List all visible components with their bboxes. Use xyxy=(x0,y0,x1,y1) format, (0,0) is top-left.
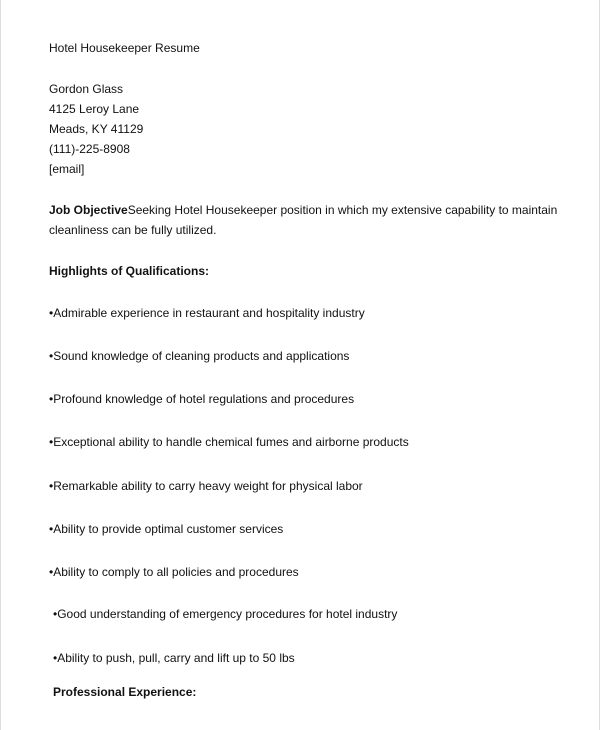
highlight-item: •Ability to push, pull, carry and lift up to 50 lbs xyxy=(53,651,295,665)
highlights-heading: Highlights of Qualifications: xyxy=(49,264,209,278)
highlight-item: •Ability to comply to all policies and procedures xyxy=(49,565,299,579)
contact-city: Meads, KY 41129 xyxy=(49,122,144,136)
job-objective-line-1 xyxy=(49,202,557,218)
document-title: Hotel Housekeeper Resume xyxy=(49,41,200,55)
job-objective-line-2: cleanliness can be fully utilized. xyxy=(49,223,217,237)
job-objective-text: Seeking Hotel Housekeeper position in which my extensive capability to maintain xyxy=(127,203,558,217)
highlight-item: •Sound knowledge of cleaning products and applications xyxy=(49,349,350,363)
highlight-item: •Exceptional ability to handle chemical fumes and airborne products xyxy=(49,435,409,449)
contact-street: 4125 Leroy Lane xyxy=(49,102,140,116)
highlight-item: •Ability to provide optimal customer services xyxy=(49,522,284,536)
contact-phone: (111)-225-8908 xyxy=(49,142,130,156)
highlight-item: •Profound knowledge of hotel regulations and procedures xyxy=(49,392,355,406)
highlight-item: •Admirable experience in restaurant and hospitality industry xyxy=(49,306,365,320)
contact-email: [email] xyxy=(49,162,85,176)
professional-experience-heading: Professional Experience: xyxy=(53,685,197,699)
highlight-item: •Good understanding of emergency procedures for hotel industry xyxy=(53,607,398,621)
contact-name: Gordon Glass xyxy=(49,82,124,96)
job-objective-label: Job Objective xyxy=(49,203,128,217)
highlight-item: •Remarkable ability to carry heavy weight for physical labor xyxy=(49,479,363,493)
